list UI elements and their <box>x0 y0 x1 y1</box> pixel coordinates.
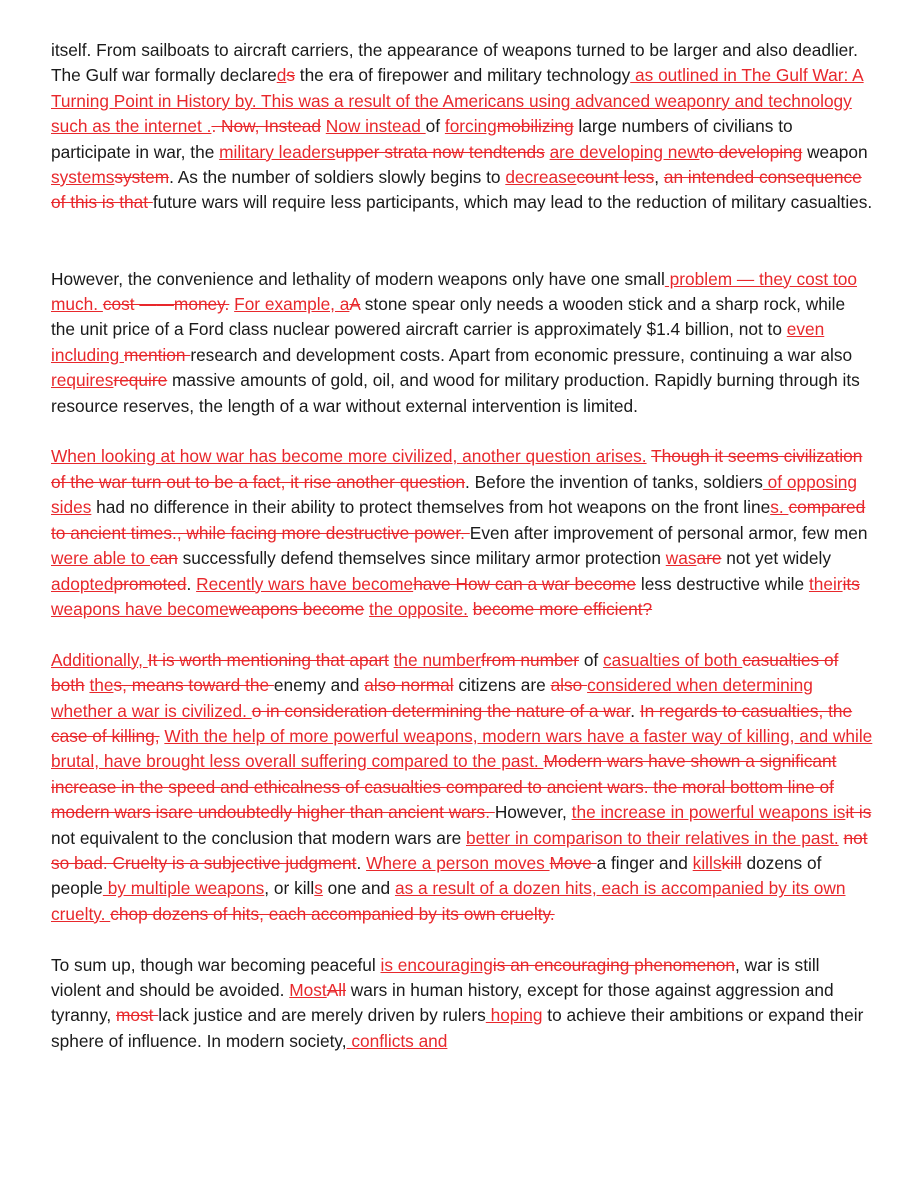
deleted-text: are <box>696 548 722 569</box>
inserted-text: d <box>276 65 287 86</box>
deleted-text: is an encouraging phenomenon <box>492 954 736 975</box>
deleted-text: it is <box>845 802 872 823</box>
deleted-text: have How can a war become <box>413 573 637 594</box>
inserted-text: For example, a <box>234 294 350 315</box>
deleted-text: also <box>550 675 588 696</box>
inserted-text: Now instead <box>325 116 426 137</box>
deleted-text: can <box>149 548 178 569</box>
deleted-text: become more efficient? <box>472 598 653 619</box>
deleted-text: casualties of both <box>51 649 839 696</box>
body-text: itself. From sailboats to aircraft carriers, the appearance of weapons turned to be larger and also deadlier. The Gulf war formally declare <box>51 40 858 86</box>
inserted-text: systems <box>51 167 115 188</box>
body-text: the era of firepower and military technology <box>294 65 631 86</box>
deleted-text: weapons become <box>228 598 365 619</box>
inserted-text: With the help of more powerful weapons, modern wars have a faster way of killing, and while brutal, have brought less overall suffering compared to the past. <box>51 725 873 772</box>
inserted-text: are developing new <box>549 141 700 162</box>
body-text: a finger and <box>596 852 693 873</box>
inserted-text: problem — they cost too much. <box>51 268 857 315</box>
body-text: . As the number of soldiers slowly begins to <box>169 167 506 188</box>
deleted-text: Though it seems civilization of the war turn out to be a fact, it rise another question <box>51 446 863 492</box>
body-text: one and <box>322 878 395 899</box>
inserted-text: is encouraging <box>380 954 493 975</box>
body-text: , war is still violent and should be avoided. <box>51 954 820 1000</box>
deleted-text: chop dozens of hits, each accompanied by its own cruelty. <box>110 903 555 924</box>
deleted-text: its <box>842 573 860 594</box>
deleted-text: mobilizing <box>496 116 574 137</box>
deleted-text: It is worth mentioning that apart <box>147 649 389 670</box>
inserted-text: When looking at how war has become more civilized, another question arises. <box>51 446 647 467</box>
deleted-text: most <box>116 1005 159 1026</box>
inserted-text: s. <box>770 497 789 518</box>
inserted-text: better in comparison to their relatives in the past. <box>466 827 839 848</box>
body-text: to achieve their ambitions or expand their sphere of influence. In modern society, <box>51 1005 864 1051</box>
deleted-text: s <box>286 65 295 86</box>
inserted-text: their <box>808 573 843 594</box>
body-text: successfully defend themselves since military armor protection <box>177 548 666 569</box>
inserted-text: decrease <box>505 167 577 188</box>
deleted-text: promoted <box>113 573 187 594</box>
inserted-text: kills <box>692 852 722 873</box>
deleted-text: kill <box>721 852 742 873</box>
body-text: . <box>186 573 197 594</box>
deleted-text: also normal <box>364 675 454 696</box>
deleted-text: from number <box>481 649 580 670</box>
document-page <box>51 38 873 1080</box>
body-text: stone spear only needs a wooden stick and a sharp rock, while the unit price of a Ford class nuclear powered aircraft carrier is approximately $1.4 billion, not to <box>51 294 846 340</box>
inserted-text: hoping <box>485 1005 543 1026</box>
body-text: not equivalent to the conclusion that modern wars are <box>51 827 466 848</box>
deleted-text: system <box>114 167 170 188</box>
body-text: research and development costs. Apart from economic pressure, continuing a war also <box>190 344 853 365</box>
deleted-text: A <box>349 294 360 315</box>
body-text: , or kill <box>264 878 315 899</box>
body-text: massive amounts of gold, oil, and wood for military production. Rapidly burning through its resource reserves, the length of a war without external intervention is limited. <box>51 370 860 416</box>
paragraph-gulf-war <box>51 38 873 216</box>
inserted-text: conflicts and <box>346 1030 448 1051</box>
inserted-text: forcing <box>444 116 497 137</box>
body-text: . <box>630 700 640 721</box>
deleted-text: . Now, Instead <box>211 116 321 137</box>
inserted-text: of opposing sides <box>51 471 858 518</box>
inserted-text: considered when determining whether a war is civilized. <box>51 675 813 721</box>
inserted-text: the increase in powerful weapons is <box>571 802 846 823</box>
body-text: citizens are <box>453 675 551 696</box>
body-text: of <box>425 116 445 137</box>
inserted-text: Most <box>289 979 327 1000</box>
body-text: . <box>356 852 367 873</box>
deleted-text: require <box>113 370 168 391</box>
inserted-text: the <box>89 675 114 696</box>
body-text: To sum up, though war becoming peaceful <box>51 954 381 975</box>
deleted-text: Move <box>549 852 597 873</box>
inserted-text: Recently wars have become <box>196 573 414 594</box>
body-text: weapon <box>802 141 868 162</box>
deleted-text: mention <box>124 344 191 365</box>
body-text: large numbers of civilians to participate in war, the <box>51 116 793 162</box>
body-text: However, <box>494 802 572 823</box>
deleted-text: Modern wars have shown a significant increase in the speed and ethicalness of casualties compared to ancient wars. the moral bottom line of modern wars isare undoubtedly higher than ancient wars. <box>51 751 837 823</box>
deleted-text: to developing <box>699 141 803 162</box>
inserted-text: weapons have become <box>51 598 229 619</box>
body-text: less destructive while <box>636 573 809 594</box>
body-text: , <box>654 167 664 188</box>
deleted-text: All <box>326 979 346 1000</box>
paragraph-civilized <box>51 444 873 622</box>
deleted-text: s, means toward the <box>113 675 274 696</box>
deleted-text: not so bad. Cruelty is a subjective judgment <box>51 827 868 873</box>
inserted-text: casualties of both <box>603 649 743 670</box>
body-text: of <box>579 649 604 670</box>
body-text: had no difference in their ability to protect themselves from hot weapons on the front line <box>91 497 771 518</box>
deleted-text: o in consideration determining the nature of a war <box>251 700 631 721</box>
body-text: enemy and <box>273 675 365 696</box>
inserted-text: as a result of a dozen hits, each is accompanied by its own cruelty. <box>51 878 846 924</box>
deleted-text: compared to ancient times., while facing more destructive power. <box>51 497 866 543</box>
inserted-text: were able to <box>51 548 150 569</box>
paragraph-conclusion <box>51 953 873 1055</box>
paragraph-cost <box>51 267 873 419</box>
inserted-text: adopted <box>51 573 114 594</box>
deleted-text: an intended consequence of this is that <box>51 167 862 213</box>
body-text: Even after improvement of personal armor, few men <box>469 522 868 543</box>
inserted-text: was <box>665 548 697 569</box>
inserted-text: by multiple weapons <box>102 878 265 899</box>
inserted-text: even including <box>51 319 825 365</box>
paragraph-casualties <box>51 648 873 927</box>
body-text: However, the convenience and lethality of modern weapons only have one small <box>51 268 665 289</box>
inserted-text: Where a person moves <box>366 852 550 873</box>
inserted-text: the opposite. <box>369 598 468 619</box>
inserted-text: the number <box>393 649 482 670</box>
deleted-text: In regards to casualties, the case of killing, <box>51 700 853 746</box>
body-text: . Before the invention of tanks, soldiers <box>465 471 763 492</box>
body-text: dozens of people <box>51 852 822 899</box>
deleted-text: upper strata now tendtends <box>335 141 545 162</box>
inserted-text: Additionally, <box>51 649 148 670</box>
body-text: lack justice and are merely driven by rulers <box>158 1005 486 1026</box>
body-text: wars in human history, except for those against aggression and tyranny, <box>51 979 834 1026</box>
inserted-text: as outlined in The Gulf War: A Turning Point in History by. This was a result of the Americans using advanced weaponry and technology such as the internet . <box>51 65 864 137</box>
deleted-text: cost ——money. <box>102 294 230 315</box>
inserted-text: military leaders <box>219 141 336 162</box>
body-text: future wars will require less participants, which may lead to the reduction of military casualties. <box>152 192 873 213</box>
body-text: not yet widely <box>721 548 831 569</box>
inserted-text: s <box>314 878 323 899</box>
inserted-text: requires <box>51 370 114 391</box>
deleted-text: count less <box>576 167 655 188</box>
